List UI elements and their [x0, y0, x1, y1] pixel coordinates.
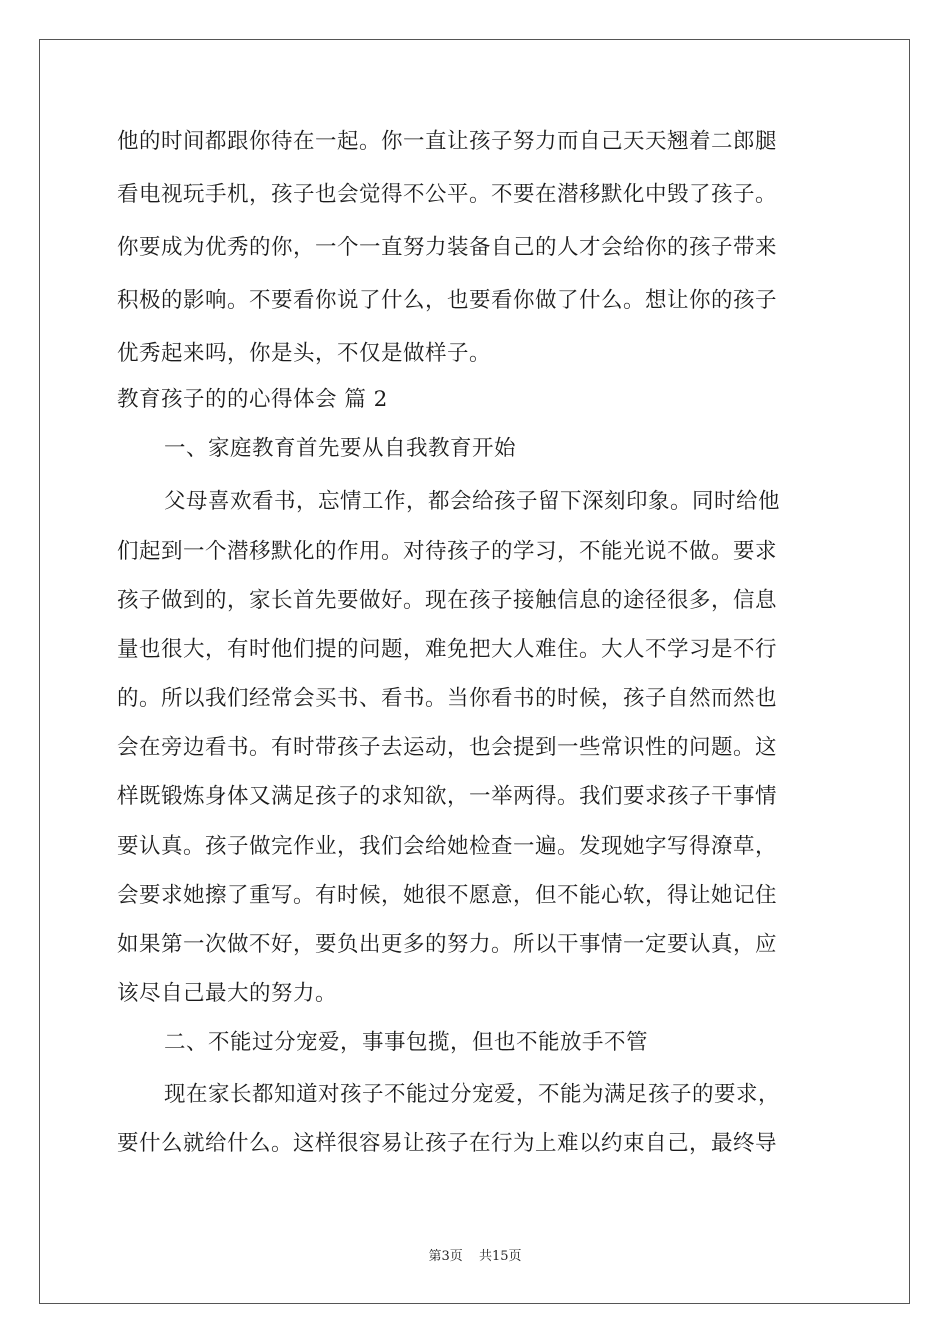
- text-line: 优秀起来吗，你是头，不仅是做样子。: [117, 341, 492, 366]
- text-line: 的。所以我们经常会买书、看书。当你看书的时候，孩子自然而然也: [117, 686, 778, 711]
- text-line: 们起到一个潜移默化的作用。对待孩子的学习，不能光说不做。要求: [117, 539, 778, 564]
- page-number: 第3页: [428, 1249, 463, 1264]
- text-line: 要认真。孩子做完作业，我们会给她检查一遍。发现她字写得潦草，: [117, 834, 778, 859]
- text-line: 积极的影响。不要看你说了什么，也要看你做了什么。想让你的孩子: [117, 288, 778, 313]
- page-footer: [0, 1249, 950, 1265]
- text-line: 会在旁边看书。有时带孩子去运动，也会提到一些常识性的问题。这: [117, 735, 778, 760]
- heading-1: 一、家庭教育首先要从自我教育开始: [164, 436, 517, 461]
- text-line: 现在家长都知道对孩子不能过分宠爱，不能为满足孩子的要求，: [164, 1082, 781, 1107]
- heading-2: 二、不能过分宠爱，事事包揽，但也不能放手不管: [164, 1030, 649, 1055]
- page-total: 共15页: [478, 1249, 522, 1264]
- text-line: 孩子做到的，家长首先要做好。现在孩子接触信息的途径很多，信息: [117, 588, 778, 613]
- text-line: 看电视玩手机，孩子也会觉得不公平。不要在潜移默化中毁了孩子。: [117, 182, 778, 207]
- text-line: 要什么就给什么。这样很容易让孩子在行为上难以约束自己，最终导: [117, 1131, 778, 1156]
- text-line: 如果第一次做不好，要负出更多的努力。所以干事情一定要认真，应: [117, 932, 778, 957]
- text-line: 他的时间都跟你待在一起。你一直让孩子努力而自己天天翘着二郎腿: [117, 129, 778, 154]
- text-line: 父母喜欢看书，忘情工作，都会给孩子留下深刻印象。同时给他: [164, 489, 781, 514]
- text-line: 会要求她擦了重写。有时候，她很不愿意，但不能心软，得让她记住: [117, 883, 778, 908]
- text-line: 你要成为优秀的你，一个一直努力装备自己的人才会给你的孩子带来: [117, 235, 778, 260]
- text-line: 该尽自己最大的努力。: [117, 981, 338, 1006]
- text-line: 样既锻炼身体又满足孩子的求知欲，一举两得。我们要求孩子干事情: [117, 784, 778, 809]
- page-border: [39, 39, 910, 1304]
- text-line: 量也很大，有时他们提的问题，难免把大人难住。大人不学习是不行: [117, 637, 778, 662]
- section-title: 教育孩子的的心得体会 篇 2: [117, 387, 388, 412]
